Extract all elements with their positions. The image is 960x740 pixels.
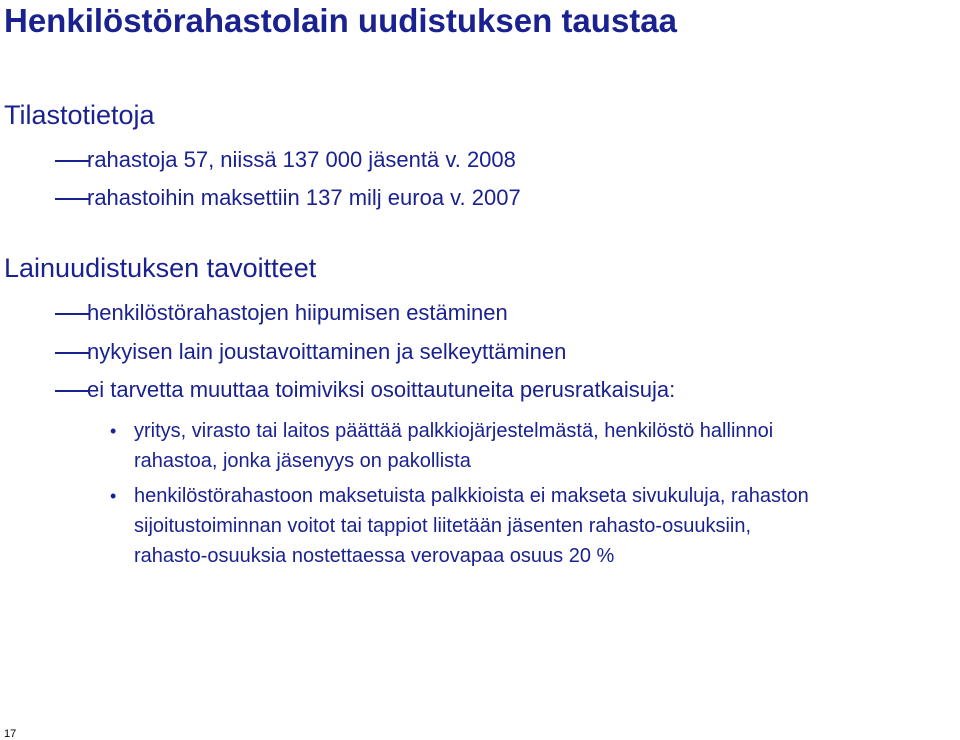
bullet-icon: •	[110, 421, 117, 441]
list-item-text: nykyisen lain joustavoittaminen ja selkeyttäminen	[87, 339, 567, 364]
dash-icon	[55, 390, 89, 392]
bullet-icon: •	[110, 486, 117, 506]
list-item-text: rahastoja 57, niissä 137 000 jäsentä v. 2008	[87, 147, 516, 172]
section-heading-statistics: Tilastotietoja	[4, 100, 155, 130]
sub-list-item-line: henkilöstörahastoon maksetuista palkkioista ei makseta sivukuluja, rahaston	[134, 485, 809, 507]
slide-title: Henkilöstörahastolain uudistuksen taustaa	[4, 2, 677, 39]
page-number: 17	[4, 728, 17, 740]
dash-icon	[55, 313, 89, 315]
dash-icon	[55, 198, 89, 200]
list-item-text: ei tarvetta muuttaa toimiviksi osoittautuneita perusratkaisuja:	[87, 377, 676, 402]
sub-list-item-line: rahasto-osuuksia nostettaessa verovapaa osuus 20 %	[134, 545, 615, 567]
sub-list-item-line: sijoitustoiminnan voitot tai tappiot liitetään jäsenten rahasto-osuuksiin,	[134, 515, 752, 537]
dash-icon	[55, 352, 89, 354]
dash-icon	[55, 160, 89, 162]
section-heading-goals: Lainuudistuksen tavoitteet	[4, 253, 317, 283]
list-item-text: henkilöstörahastojen hiipumisen estäminen	[87, 300, 508, 325]
sub-list-item-line: yritys, virasto tai laitos päättää palkkiojärjestelmästä, henkilöstö hallinnoi	[134, 420, 774, 442]
sub-list-item-line: rahastoa, jonka jäsenyys on pakollista	[134, 450, 471, 472]
list-item-text: rahastoihin maksettiin 137 milj euroa v. 2007	[87, 185, 521, 210]
